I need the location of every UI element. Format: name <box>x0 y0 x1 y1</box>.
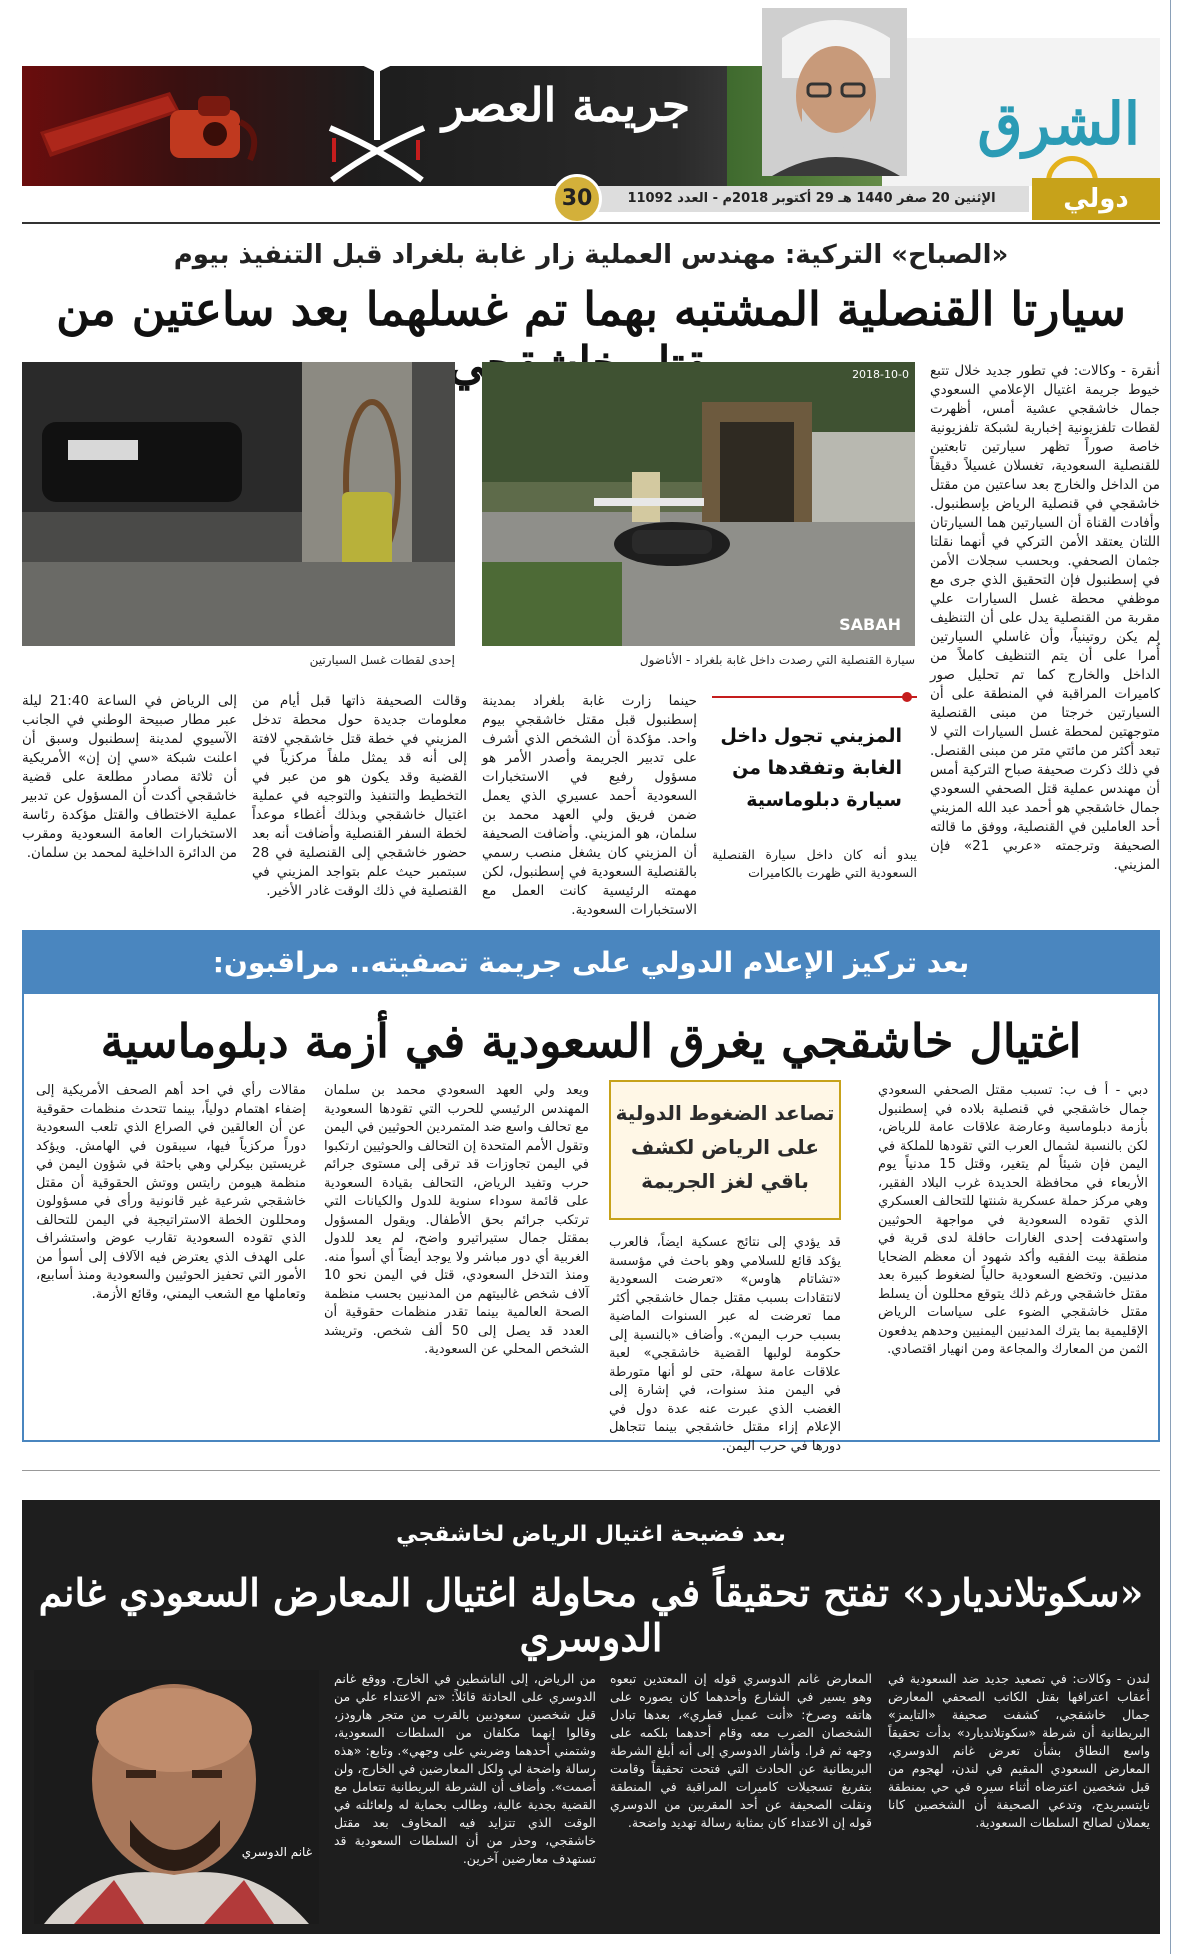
story3-body-col-1: لندن - وكالات: في تصعيد جديد ضد السعودية في أعقاب اعترافها بقتل الكاتب الصحفي المعارض جمال خاشقجي، كشفت صحيفة «التايمز» البريطانية أن شرطة «سكوتلانديارد» بدأت تحقيقاً واسع النطاق بشأن تعرض غانم الدوسري، المعارض السعودي المقيم في لندن، لهجوم من قبل شخصين اعترضاه أثناء سيره في حي بمنطقة نايتسبريدج، وتدعي الصحيفة أن الشخصين كانا يعملان لصالح السلطات السعودية. <box>888 1671 1150 1830</box>
pull-quote-rule <box>712 696 917 698</box>
story1-body-main: أنقرة - وكالات: في تطور جديد خلال تتبع خيوط جريمة اغتيال الإعلامي السعودي جمال خاشقجي عشية أمس، أظهرت لقطات تلفزيونية إخبارية لشبكة تلفزيونية خاصة صوراً تظهر سيارتين تابعتين للقنصلية السعودية، تغسلان غسيلاً دقيقاً من الداخل والخارج بعد ساعتين من مقتل خاشقجي في قنصلية الرياض بإسطنبول. وأفادت القناة أن السيارتين هما السيارتان اللتان يعتقد الأمن التركي في أنهما نقلتا جثمان الصحفي. وبحسب سجلات الأمن في إسطنبول فإن التحقيق الذي جرى مع موظفي محطة غسل السيارات علي مقربة من القنصلية يدل على أن التنظيف لم يكن روتينياً، وأن غاسلي السيارتين أُمرا على أن يتم التنظيف كاملاً من الداخل والخارج كما تم تحليل صور كاميرات المراقبة في المنطقة على أن السيارتين خرجتا من مبنى القنصلية متوجهتين لمحطة غسل السيارات التي لا تبعد أكثر من مائتي متر من مبنى القنصل. في ذلك ذكرت صحيفة صباح التركية أمس أن مهندس عملية قتل الصحفي السعودي جمال خاشقجي هو أحمد عبد الله المزيني أحد العاملين في القنصلية، ووفق ما قالته الصحيفة وترجمته «عربي 21» فإن المزيني. <box>930 363 1160 873</box>
story3-headline: «سكوتلانديارد» تفتح تحقيقاً في محاولة اغتيال المعارض السعودي غانم الدوسري <box>38 1570 1144 1660</box>
consulate-car-photo <box>482 362 915 646</box>
story1-body-col-c: إلى الرياض في الساعة 21:40 ليلة عبر مطار صبيحة الوطني في الجانب الآسيوي لمدينة إسطنبول وسبق أن اعلنت شبكة «سي إن إن» الأمريكية أن ثلاثة مصادر مطلعة على قضية خاشقجي أكدت أن المسؤول عن تدبير عملية الاختطاف والقتل مؤكدة رئاسة الاستخبارات العامة السعودية ومقرب من الدائرة الداخلية لمحمد بن سلمان. <box>22 693 238 861</box>
story2-headline: اغتيال خاشقجي يغرق السعودية في أزمة دبلوماسية <box>100 1014 1082 1068</box>
story1-kicker: «الصباح» التركية: مهندس العملية زار غابة بلغراد قبل التنفيذ بيوم <box>173 240 1009 270</box>
masthead <box>22 8 1160 220</box>
story3-box <box>22 1500 1160 1934</box>
photo-caption-left: إحدى لقطات غسل السيارتين <box>309 653 455 667</box>
palm-swords-emblem-icon <box>312 30 442 190</box>
series-title: جريمة العصر <box>442 78 691 132</box>
story3-body-col-3: من الرياض، إلى الناشطين في الخارج. ووقع غانم الدوسري على الحادثة قائلاً: «تم الاعتداء علي من قبل شخصين سعوديين بالقرب من متجر هارودز، وقالوا إنهما مكلفان من السلطات السعودية، وشتمني أحدهما وضربني على وجهي». وتابع: «هذه رسالة واضحة لي ولكل المعارضين في الخارج، ولن أصمت». وأضاف أن الشرطة البريطانية تتعامل مع القضية بجدية عالية، وطالب بحماية له ولعائلته في الوقت الذي تتزايد فيه المخاوف بعد مقتل خاشقجي، وحذر من أن السلطات السعودية قد تستهدف معارضين آخرين. <box>334 1671 596 1866</box>
story1-body-col-a: حينما زارت غابة بلغراد بمدينة إسطنبول قبل مقتل خاشقجي بيوم واحد. مؤكدة أن الشخص الذي أشرف على تدبير الجريمة وأصدر الأمر هو مسؤول رفيع في الاستخبارات السعودية أحمد عسيري الذي يعمل ضمن فريق ولي العهد محمد بن سلمان، هو المزيني. وأضافت الصحيفة أن المزيني كان يشغل منصب رسمي بالقنصلية السعودية في إسطنبول، لكن مهمته الرئيسية كانت العمل مع الاستخبارات السعودية. <box>482 693 697 918</box>
story2-body-col-2: قد يؤدي إلى نتائج عسكية ايضاً، فالعرب يؤكد قائع للسلامي وهو باحث في مؤسسة «تشاتام هاوس» «تعرضت السعودية لانتقادات بسبب مقتل جمال خاشقجي أكثر مما تعرضت له عبر السنوات الماضية بسبب حرب اليمن». وأضاف «بالنسبة إلى حكومة لولبها القضية خاشقجي» لعبة علاقات عامة سهلة، حتى لو أنها متورطة في اليمن منذ سنوات، في إشارة إلى الغضب الذي عبرت عنه عدة دول في الإعلام إزاء مقتل خاشقجي بينما تتجاهل دورها في حرب اليمن. <box>609 1235 841 1454</box>
story3-kicker: بعد فضيحة اغتيال الرياض لخاشقجي <box>396 1522 786 1547</box>
story1-pull-quote-followup: يبدو أنه كان داخل سيارة القنصلية السعودية التي ظهرت بالكاميرات <box>712 847 917 880</box>
section-divider <box>22 1470 1160 1471</box>
story2-pull-quote: تصاعد الضغوط الدولية على الرياض لكشف باقي لغز الجريمة <box>609 1080 841 1220</box>
logo-area <box>882 38 1160 186</box>
dateline: الإثنين 20 صفر 1440 هـ 29 أكتوبر 2018م - العدد 11092 <box>594 186 1029 212</box>
newspaper-logo: الشرق <box>977 90 1140 158</box>
story1-pull-quote: المزيني تجول داخل الغابة وتفقدها من سيارة دبلوماسية <box>720 725 902 811</box>
photo-timestamp: 2018-10-0 <box>852 368 909 381</box>
ghanem-aldosari-photo <box>34 1670 319 1924</box>
page-edge-line <box>1170 0 1171 1954</box>
story3-body-col-2: المعارض غانم الدوسري قوله إن المعتدين تبعوه وهو يسير في الشارع وأحدهما كان يصوره على هاتفه وصرخ: «أنت عميل قطري»، بعدها تبادل الشخصان الضرب معه وقام أحدهما بلكمه على وجهه ثم فرا. وأشار الدوسري إلى أنه أبلغ الشرطة البريطانية عن الحادث التي فتحت تحقيقاً وقامت بتفريغ تسجيلات كاميرات المراقبة في المنطقة ونقلت الصحيفة عن أحد المقربين من الدوسري قوله إن الاعتداء كان بمثابة رسالة تهديد واضحة. <box>610 1671 872 1830</box>
story3-photo-caption: غانم الدوسري <box>241 1845 312 1859</box>
khashoggi-portrait-image <box>762 8 907 176</box>
page-number-badge: 30 <box>552 174 602 224</box>
red-dot-icon <box>902 692 912 702</box>
section-tab: دولي <box>1032 178 1160 220</box>
chainsaw-icon <box>30 72 270 182</box>
story2-body-col-3: ويعد ولي العهد السعودي محمد بن سلمان المهندس الرئيسي للحرب التي تقودها السعودية مع تحالف واسع ضد المتمردين الحوثيين في اليمن وتقول الأمم المتحدة إن التحالف والحوثيين ارتكبوا في اليمن تجاوزات قد ترقى إلى مستوى جرائم حرب وتفيد الرياض، التحالف بقيادة السعودية على قائمة سوداء سنوية للدول والكيانات التي ترتكب جرائم بحق الأطفال. ويقول المسؤول بمقتل جمال ستيراتيرو واضح، لم يعد للدول الغربية أي دور مباشر ولا يوجد أيضاً أي أسوأ منه. ومنذ التدخل السعودي، قتل في اليمن نحو 10 آلاف شخص غالبيتهم من المدنيين بحسب منظمة الصحة العالمية بينما تقدر منظمات حقوقية أن العدد قد يصل إلى 50 ألف شخص. وتريشد الشخص المحلي عن السعودية. <box>324 1083 589 1357</box>
story2-body-col-1: دبي - أ ف ب: تسبب مقتل الصحفي السعودي جمال خاشقجي في قنصلية بلاده في إسطنبول بأزمة دبلوماسية وعارضة علاقات عامة للرياض، لكن بالنسبة لشمال العرب التي تقودها للملكة في اليمن فإن شيئاً لم يتغير، وقتل 15 مدنياً يوم الأربعاء في محافظة الحديدة غرب البلاد الفقير، وهي مركز حملة عسكرية شنتها للتحالف العسكري الذي تقوده السعودية في مواجهة الحوثيين واستهدفت إحدى الغارات حافلة لدى قرية في منطقة بيت الفقيه وأكد شهود أن معظم الضحايا مدنيين. وتخضع السعودية حالياً لضغوط كبيرة بعد مقتل خاشقجي ورغم ذلك يتوقع محللون أن يسلط مقتل خاشقجي الضوء على سياسات الرياض الإقليمية بما يترك المدنيين اليمنيين وحدهم يدفعون الثمن من المعارك والمجاعة ومن انهيار اقتصادي. <box>878 1083 1148 1357</box>
photo-watermark: SABAH <box>839 615 901 634</box>
masthead-divider <box>22 222 1160 224</box>
photo-caption-right: سيارة القنصلية التي رصدت داخل غابة بلغراد - الأناضول <box>639 653 915 667</box>
story2-body-col-4: مقالات رأي في احد أهم الصحف الأمريكية إلى إضفاء اهتمام دولياً، بينما تتحدث منظمات حقوقية عن أن العالقين في الصراع الذي تلعب السعودية دوراً مركزياً فيها، سيبقون في الهامش. ويؤكد غريستين بيكرلي وهي باحثة في شؤون اليمن في منظمة هيومن رايتس ووتش الحقوقية أن مقتل خاشقجي شرعية غير قانونية ورأى في مسؤولون ومحللون الخطة الاستراتيجية في اليمن للتحالف الذي تقوده السعودية تقارب عوض واستشراف على الهدف الذي يعترض فيه الآلاف إلى أسوأ من الأمور التي تحفيز الحوثيين والسعودية ومنذ أسابيع، وتعاملها مع الشعب اليمني، وقائع الأزمة. <box>36 1083 306 1302</box>
car-wash-photo <box>22 362 455 646</box>
story1-headline: سيارتا القنصلية المشتبه بهما تم غسلهما بعد ساعتين من <box>56 282 1126 336</box>
story1-body-col-b: وقالت الصحيفة ذاتها قبل أيام من معلومات جديدة حول محطة تدخل المزيني في خطة قتل خاشقجي لافتة إلى أنه قد يمثل ملفاً مركزياً في القضية وقد يكون هو من عبر في التخطيط والتنفيذ والتوجيه في عملية اغتيال خاشقجي وبذلك أغطاء موعداً لخطة السفر القنصلية وأضافت أنه بعد حضور خاشقجي إلى القنصلية في 28 سبتمبر حيث علم بتواجد المزيني في القنصلية في ذلك الوقت غادر الأخير. <box>252 693 467 899</box>
story2-kicker-band: بعد تركيز الإعلام الدولي على جريمة تصفيته.. مراقبون: <box>24 932 1158 994</box>
story2-box <box>22 930 1160 1454</box>
